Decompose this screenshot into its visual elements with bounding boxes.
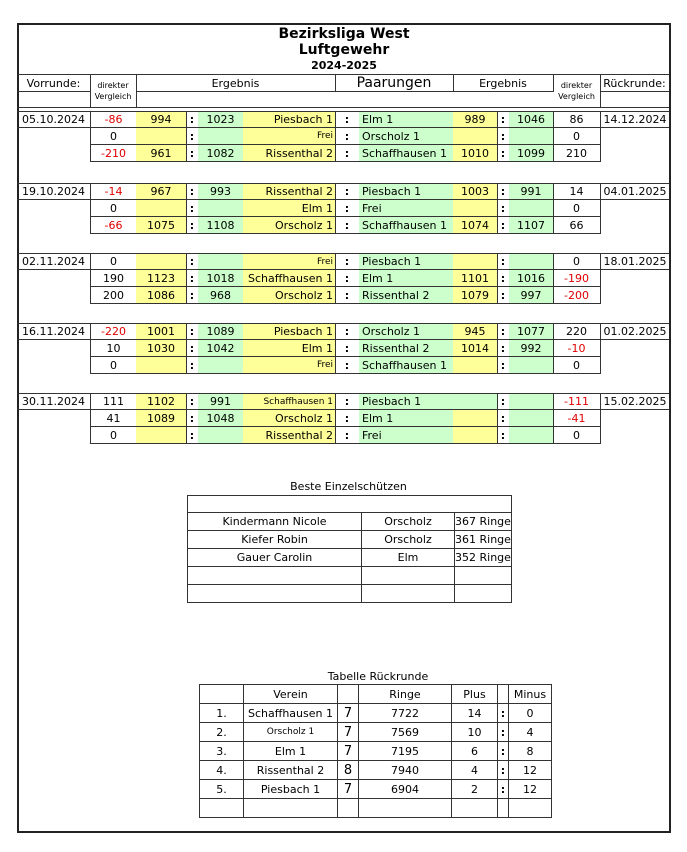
table-row [188,513,512,531]
standings-rings: 7940 [359,761,452,780]
team-away: Orscholz 1 [359,128,454,145]
standings-sep: : [498,761,509,780]
best-shooters-header [188,496,512,513]
standings-plus [452,799,498,818]
score-home-rueckrunde [453,427,498,444]
score-separator: : [497,393,510,410]
table-row [200,780,552,799]
direkt-vergleich-right: 0 [553,128,601,145]
score-home-rueckrunde: 989 [453,111,498,128]
score-home-rueckrunde [453,393,498,410]
standings-plus: 14 [452,704,498,723]
score-home-vorrunde: 961 [136,145,187,162]
score-separator: : [497,270,510,287]
direkt-vergleich-right: 86 [553,111,601,128]
team-home: Schaffhausen 1 [243,393,336,410]
direkt-vergleich-left: 111 [90,393,137,410]
score-separator: : [497,253,510,270]
standings-header-minus: Minus [509,685,552,704]
score-home-vorrunde: 967 [136,183,187,200]
score-away-rueckrunde [509,357,554,374]
header-spacer-mid2 [335,92,554,108]
score-separator: : [186,427,199,444]
standings-rings: 7195 [359,742,452,761]
pairing-separator: : [335,111,360,128]
round-date-rueckrunde: 04.01.2025 [600,183,669,200]
team-home: Elm 1 [243,340,336,357]
direkt-vergleich-left: 0 [90,128,137,145]
score-home-rueckrunde [453,410,498,427]
header-direkt-left [90,74,137,108]
score-home-vorrunde: 1123 [136,270,187,287]
score-home-rueckrunde: 945 [453,323,498,340]
score-separator: : [497,323,510,340]
score-away-rueckrunde [509,128,554,145]
pairing-separator: : [335,340,360,357]
score-separator: : [497,427,510,444]
table-row [200,761,552,780]
direkt-line2: Vergleich [94,92,132,101]
standings-plus: 6 [452,742,498,761]
standings-matches: 7 [338,780,359,799]
score-separator: : [186,357,199,374]
direkt-vergleich-left: 0 [90,357,137,374]
standings-minus: 8 [509,742,552,761]
standings-plus: 10 [452,723,498,742]
round-date-rueckrunde: 18.01.2025 [600,253,669,270]
header-ergebnis-left: Ergebnis [136,74,336,92]
score-home-rueckrunde: 1003 [453,183,498,200]
direkt-vergleich-left: 10 [90,340,137,357]
direkt-vergleich-right: -111 [553,393,601,410]
score-separator: : [186,393,199,410]
pairing-separator: : [335,323,360,340]
direkt-vergleich-right: 210 [553,145,601,162]
direkt-vergleich-right: 66 [553,217,601,234]
table-row [188,531,512,549]
shooter-club: Orscholz [362,531,455,549]
shooter-score [455,585,512,603]
standings-club: Orscholz 1 [244,723,338,742]
direkt-vergleich-left: 41 [90,410,137,427]
score-away-rueckrunde [509,393,554,410]
standings-rings: 6904 [359,780,452,799]
shooter-club [362,585,455,603]
score-away-rueckrunde: 1107 [509,217,554,234]
standings-plus: 4 [452,761,498,780]
team-home: Piesbach 1 [243,111,336,128]
direkt-line2: Vergleich [558,92,595,101]
score-separator: : [186,200,199,217]
score-separator: : [186,323,199,340]
standings-plus: 2 [452,780,498,799]
team-home: Schaffhausen 1 [243,270,336,287]
score-home-vorrunde: 1089 [136,410,187,427]
score-separator: : [186,183,199,200]
standings-minus: 12 [509,761,552,780]
team-away: Frei [359,427,454,444]
score-away-rueckrunde [509,410,554,427]
standings-sep [498,799,509,818]
table-row [188,567,512,585]
direkt-vergleich-right: 0 [553,427,601,444]
standings-header-sep [498,685,509,704]
team-home: Frei [243,128,336,145]
header-direkt-right [553,74,601,108]
standings-minus: 0 [509,704,552,723]
standings-club [244,799,338,818]
team-away: Elm 1 [359,270,454,287]
shooter-name [188,585,362,603]
shooter-score: 361 Ringe [455,531,512,549]
team-home: Elm 1 [243,200,336,217]
score-separator: : [497,200,510,217]
best-shooters-table [187,495,512,603]
score-separator: : [497,410,510,427]
team-away: Piesbach 1 [359,253,454,270]
standings-header-club: Verein [244,685,338,704]
score-home-vorrunde [136,200,187,217]
pairing-separator: : [335,145,360,162]
score-home-rueckrunde [453,357,498,374]
team-away: Elm 1 [359,111,454,128]
direkt-line1: direkter [97,81,129,90]
pairing-separator: : [335,427,360,444]
direkt-vergleich-left: -210 [90,145,137,162]
score-home-rueckrunde [453,253,498,270]
score-home-rueckrunde: 1101 [453,270,498,287]
standings-club: Rissenthal 2 [244,761,338,780]
score-away-vorrunde: 968 [198,287,244,304]
direkt-vergleich-left: 0 [90,200,137,217]
team-away: Piesbach 1 [359,183,454,200]
standings-minus: 4 [509,723,552,742]
round-date-vorrunde: 05.10.2024 [17,111,91,128]
score-separator: : [186,410,199,427]
standings-header-matches [338,685,359,704]
score-away-vorrunde: 1082 [198,145,244,162]
score-away-rueckrunde: 1099 [509,145,554,162]
score-away-vorrunde: 1048 [198,410,244,427]
standings-club: Piesbach 1 [244,780,338,799]
score-away-vorrunde: 1108 [198,217,244,234]
standings-rank: 4. [200,761,244,780]
best-shooters-title: Beste Einzelschützen [290,480,407,493]
standings-matches [338,799,359,818]
score-away-vorrunde [198,128,244,145]
shooter-name: Kiefer Robin [188,531,362,549]
league-title: Bezirksliga West [278,26,410,42]
score-away-vorrunde: 991 [198,393,244,410]
table-row [188,585,512,603]
score-home-vorrunde [136,427,187,444]
round-date-rueckrunde: 14.12.2024 [600,111,669,128]
score-away-rueckrunde: 1046 [509,111,554,128]
standings-header-row [200,685,552,704]
score-home-rueckrunde: 1074 [453,217,498,234]
score-separator: : [497,183,510,200]
table-row [200,742,552,761]
shooter-name: Gauer Carolin [188,549,362,567]
round-date-vorrunde: 02.11.2024 [17,253,91,270]
shooter-club: Elm [362,549,455,567]
pairing-separator: : [335,287,360,304]
score-away-vorrunde: 1023 [198,111,244,128]
direkt-vergleich-right: -200 [553,287,601,304]
score-away-rueckrunde: 997 [509,287,554,304]
score-home-vorrunde [136,357,187,374]
standings-rings: 7722 [359,704,452,723]
standings-club: Schaffhausen 1 [244,704,338,723]
shooter-score: 367 Ringe [455,513,512,531]
shooter-club: Orscholz [362,513,455,531]
standings-rank: 3. [200,742,244,761]
standings-rings: 7569 [359,723,452,742]
direkt-vergleich-left: 190 [90,270,137,287]
standings-minus: 12 [509,780,552,799]
score-separator: : [186,145,199,162]
team-away: Schaffhausen 1 [359,217,454,234]
team-away: Rissenthal 2 [359,340,454,357]
standings-rings [359,799,452,818]
score-separator: : [186,340,199,357]
score-separator: : [497,287,510,304]
season-label: 2024-2025 [311,59,377,72]
score-away-vorrunde [198,200,244,217]
score-away-vorrunde [198,427,244,444]
table-row [188,549,512,567]
score-separator: : [186,111,199,128]
team-away: Schaffhausen 1 [359,145,454,162]
direkt-vergleich-left: -66 [90,217,137,234]
direkt-vergleich-right: -41 [553,410,601,427]
table-row [200,723,552,742]
pairing-separator: : [335,200,360,217]
direkt-vergleich-left: -220 [90,323,137,340]
team-home: Orscholz 1 [243,287,336,304]
direkt-vergleich-left: 0 [90,253,137,270]
direkt-line1: direkter [560,81,593,90]
team-away: Orscholz 1 [359,323,454,340]
standings-matches: 7 [338,723,359,742]
header-spacer-mid1 [136,92,336,108]
score-separator: : [497,111,510,128]
score-home-vorrunde: 1001 [136,323,187,340]
direkt-vergleich-right: 14 [553,183,601,200]
score-home-vorrunde [136,128,187,145]
team-home: Orscholz 1 [243,217,336,234]
team-away: Frei [359,200,454,217]
direkt-vergleich-right: 220 [553,323,601,340]
standings-sep: : [498,742,509,761]
shooter-club [362,567,455,585]
shooter-score [455,567,512,585]
standings-rank: 2. [200,723,244,742]
standings-rank: 5. [200,780,244,799]
standings-sep: : [498,723,509,742]
round-date-rueckrunde: 01.02.2025 [600,323,669,340]
direkt-vergleich-right: 0 [553,200,601,217]
score-away-rueckrunde: 1016 [509,270,554,287]
standings-minus [509,799,552,818]
score-away-rueckrunde [509,427,554,444]
header-spacer-left [17,92,91,108]
shooter-name: Kindermann Nicole [188,513,362,531]
shooter-name [188,567,362,585]
team-away: Elm 1 [359,410,454,427]
standings-matches: 8 [338,761,359,780]
header-vorrunde: Vorrunde: [17,74,91,92]
score-away-vorrunde: 993 [198,183,244,200]
standings-rank [200,799,244,818]
header-ergebnis-right: Ergebnis [453,74,554,92]
score-away-rueckrunde [509,253,554,270]
team-home: Frei [243,357,336,374]
pairing-separator: : [335,410,360,427]
score-home-vorrunde [136,253,187,270]
pairing-separator: : [335,217,360,234]
score-away-vorrunde: 1042 [198,340,244,357]
score-home-vorrunde: 1102 [136,393,187,410]
score-home-vorrunde: 994 [136,111,187,128]
standings-header-rings: Ringe [359,685,452,704]
team-home: Piesbach 1 [243,323,336,340]
score-away-vorrunde: 1089 [198,323,244,340]
score-away-vorrunde [198,253,244,270]
score-away-rueckrunde: 991 [509,183,554,200]
direkt-vergleich-right: 0 [553,357,601,374]
score-home-rueckrunde: 1010 [453,145,498,162]
score-home-rueckrunde [453,200,498,217]
standings-title: Tabelle Rückrunde [327,670,429,683]
score-separator: : [186,217,199,234]
standings-sep: : [498,780,509,799]
score-away-vorrunde [198,357,244,374]
standings-table [199,684,552,818]
direkt-vergleich-right: -10 [553,340,601,357]
round-date-vorrunde: 16.11.2024 [17,323,91,340]
score-separator: : [497,128,510,145]
score-separator: : [497,340,510,357]
team-away: Schaffhausen 1 [359,357,454,374]
header-rueckrunde: Rückrunde: [600,74,669,92]
score-home-rueckrunde: 1079 [453,287,498,304]
discipline-title: Luftgewehr [298,42,390,58]
standings-header-rank [200,685,244,704]
round-date-vorrunde: 30.11.2024 [17,393,91,410]
standings-header-plus: Plus [452,685,498,704]
score-away-rueckrunde [509,200,554,217]
direkt-vergleich-left: 200 [90,287,137,304]
direkt-vergleich-left: -14 [90,183,137,200]
team-home: Rissenthal 2 [243,145,336,162]
team-home: Rissenthal 2 [243,427,336,444]
pairing-separator: : [335,183,360,200]
standings-club: Elm 1 [244,742,338,761]
standings-rank: 1. [200,704,244,723]
header-spacer-right [600,92,669,108]
score-home-vorrunde: 1075 [136,217,187,234]
header-paarungen: Paarungen [335,74,454,92]
pairing-separator: : [335,128,360,145]
team-home: Frei [243,253,336,270]
score-away-rueckrunde: 1077 [509,323,554,340]
score-home-vorrunde: 1086 [136,287,187,304]
round-date-vorrunde: 19.10.2024 [17,183,91,200]
direkt-vergleich-right: -190 [553,270,601,287]
score-separator: : [186,270,199,287]
team-home: Rissenthal 2 [243,183,336,200]
score-separator: : [186,128,199,145]
direkt-vergleich-left: 0 [90,427,137,444]
standings-matches: 7 [338,742,359,761]
team-away: Rissenthal 2 [359,287,454,304]
pairing-separator: : [335,393,360,410]
team-away: Piesbach 1 [359,393,454,410]
pairing-separator: : [335,253,360,270]
round-date-rueckrunde: 15.02.2025 [600,393,669,410]
score-away-rueckrunde: 992 [509,340,554,357]
score-home-vorrunde: 1030 [136,340,187,357]
score-separator: : [186,253,199,270]
score-home-rueckrunde [453,128,498,145]
score-separator: : [186,287,199,304]
score-separator: : [497,357,510,374]
shooter-score: 352 Ringe [455,549,512,567]
standings-matches: 7 [338,704,359,723]
score-home-rueckrunde: 1014 [453,340,498,357]
pairing-separator: : [335,357,360,374]
pairing-separator: : [335,270,360,287]
direkt-vergleich-right: 0 [553,253,601,270]
score-separator: : [497,145,510,162]
score-away-vorrunde: 1018 [198,270,244,287]
direkt-vergleich-left: -86 [90,111,137,128]
table-row [200,704,552,723]
team-home: Orscholz 1 [243,410,336,427]
table-row [200,799,552,818]
standings-sep: : [498,704,509,723]
score-separator: : [497,217,510,234]
